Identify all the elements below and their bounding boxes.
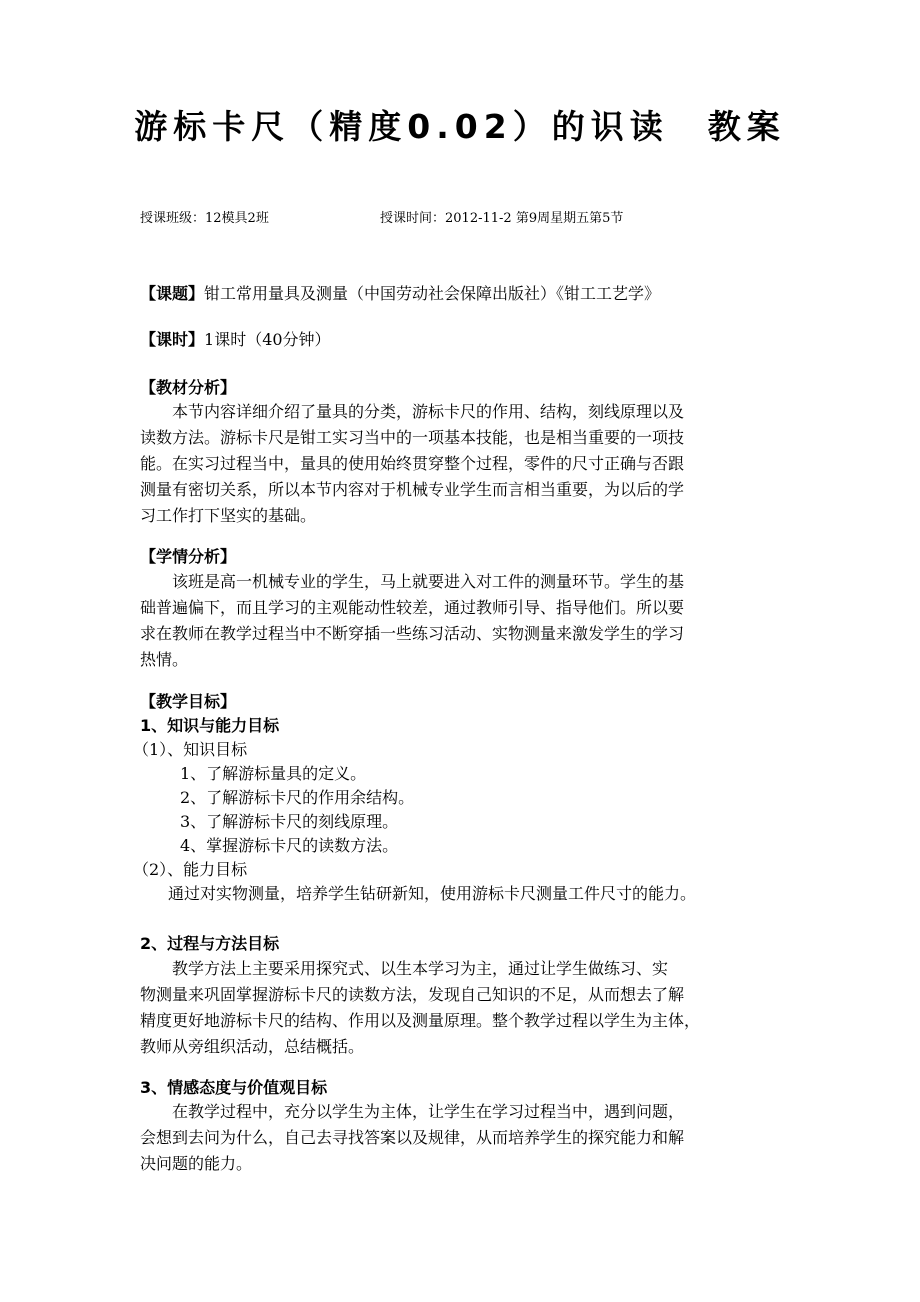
- paragraph-line: 础普遍偏下，而且学习的主观能动性较差，通过教师引导、指导他们。所以要: [140, 598, 685, 617]
- knowledge-item: 1、了解游标量具的定义。: [180, 764, 367, 783]
- paragraph-line: 精度更好地游标卡尺的结构、作用以及测量原理。整个教学过程以学生为主体，: [140, 1011, 701, 1030]
- paragraph-line: 教师从旁组织活动，总结概括。: [140, 1037, 365, 1056]
- goals-heading: 【教学目标】: [140, 692, 237, 711]
- knowledge-item: 4、掌握游标卡尺的读数方法。: [180, 836, 399, 855]
- period-label: 【课时】: [140, 330, 205, 349]
- students-paragraph: [140, 569, 780, 673]
- goal3-paragraph: [140, 1099, 780, 1177]
- goal3-heading: 3、情感态度与价值观目标: [140, 1078, 328, 1097]
- document-title: 游标卡尺（精度0.02）的识读 教案: [134, 107, 786, 146]
- paragraph-line: 在教学过程中，充分以学生为主体，让学生在学习过程当中，遇到问题，: [140, 1102, 685, 1121]
- paragraph-line: 该班是高一机械专业的学生，马上就要进入对工件的测量环节。学生的基: [140, 572, 685, 591]
- class-info: 授课班级：12模具2班: [140, 211, 269, 226]
- goal2-paragraph: [140, 956, 780, 1060]
- paragraph-line: 能。在实习过程当中，量具的使用始终贯穿整个过程，零件的尺寸正确与否跟: [140, 454, 685, 473]
- knowledge-item: 3、了解游标卡尺的刻线原理。: [180, 812, 399, 831]
- material-paragraph: [140, 399, 780, 529]
- topic-text: 钳工常用量具及测量（中国劳动社会保障出版社）《钳工工艺学》: [204, 284, 661, 303]
- ability-heading: （2）、能力目标: [133, 860, 248, 879]
- topic-line: [140, 282, 790, 306]
- paragraph-line: 求在教师在教学过程当中不断穿插一些练习活动、实物测量来激发学生的学习: [140, 624, 685, 643]
- paragraph-line: 读数方法。游标卡尺是钳工实习当中的一项基本技能，也是相当重要的一项技: [140, 428, 685, 447]
- paragraph-line: 物测量来巩固掌握游标卡尺的读数方法，发现自己知识的不足，从而想去了解: [140, 985, 685, 1004]
- knowledge-item: 2、了解游标卡尺的作用余结构。: [180, 788, 415, 807]
- period-text: 1课时（40分钟）: [204, 330, 331, 349]
- paragraph-line: 决问题的能力。: [140, 1154, 253, 1173]
- paragraph-line: 测量有密切关系，所以本节内容对于机械专业学生而言相当重要，为以后的学: [140, 480, 685, 499]
- goal2-heading: 2、过程与方法目标: [140, 934, 280, 953]
- paragraph-line: 教学方法上主要采用探究式、以生本学习为主，通过让学生做练习、实: [140, 959, 669, 978]
- paragraph-line: 习工作打下坚实的基础。: [140, 506, 317, 525]
- goal1-heading: 1、知识与能力目标: [140, 716, 280, 735]
- time-info: 授课时间：2012-11-2 第9周星期五第5节: [380, 211, 624, 226]
- ability-text: 通过对实物测量，培养学生钻研新知，使用游标卡尺测量工件尺寸的能力。: [168, 884, 697, 903]
- paragraph-line: 热情。: [140, 650, 189, 669]
- knowledge-heading: （1）、知识目标: [133, 740, 248, 759]
- period-line: [140, 328, 790, 352]
- paragraph-line: 会想到去问为什么，自己去寻找答案以及规律，从而培养学生的探究能力和解: [140, 1128, 685, 1147]
- topic-label: 【课题】: [140, 284, 205, 303]
- paragraph-line: 本节内容详细介绍了量具的分类，游标卡尺的作用、结构，刻线原理以及: [140, 402, 685, 421]
- material-heading: 【教材分析】: [140, 378, 237, 397]
- students-heading: 【学情分析】: [140, 547, 237, 566]
